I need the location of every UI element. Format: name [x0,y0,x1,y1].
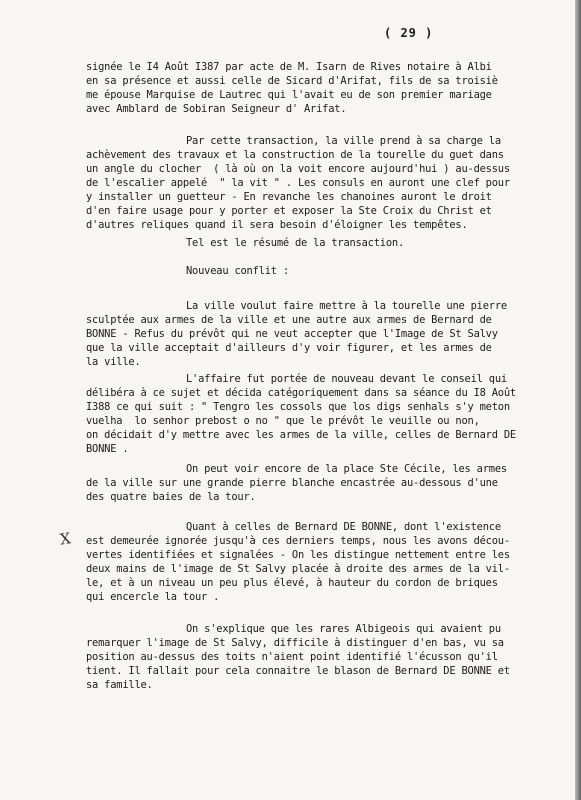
text-line: des quatre baies de la tour. [86,491,256,503]
text-line: on décidait d'y mettre avec les armes de la ville, celles de Bernard DE [86,429,516,441]
text-line: sa famille. [86,679,153,691]
text-line: de la ville sur une grande pierre blanche encastrée au-dessous d'une [86,477,498,489]
text-line: la ville. [86,356,141,368]
text-line: vertes identifiées et signalées - On les distingue nettement entre les [86,549,510,561]
heading-line: Nouveau conflit : [186,265,289,277]
text-line: le, et à un niveau un peu plus élevé, à hauteur du cordon de briques [86,577,498,589]
margin-cross-mark: X [58,529,72,549]
text-line: BONNE . [86,443,129,455]
text-line: vuelha lo senhor prebost o no " que le prévôt le veuille ou non, [86,415,480,427]
text-line: I388 ce qui suit : " Tengro les cossols que los digs senhals s'y meton [86,401,510,413]
text-line: qui encercle la tour . [86,591,220,603]
text-line: de l'escalier appelé " la vit " . Les consuls en auront une clef pour [86,177,510,189]
text-line: Tel est le résumé de la transaction. [186,237,405,249]
text-line: position au-dessus des toits n'aient point identifié l'écusson qu'il [86,651,498,663]
text-line: sculptée aux armes de la ville et une autre aux armes de Bernard de [86,314,492,326]
text-line: L'affaire fut portée de nouveau devant le conseil qui [186,373,507,385]
text-line: délibéra à ce sujet et décida catégoriquement dans sa séance du I8 Août [86,387,516,399]
text-line: d'autres reliques quand il sera besoin d'éloigner les tempêtes. [86,219,468,231]
text-line: en sa présence et aussi celle de Sicard d'Arifat, fils de sa troisiè [86,75,498,87]
page-edge-shadow [575,0,581,800]
text-line: BONNE - Refus du prévôt qui ne veut accepter que l'Image de St Salvy [86,328,498,340]
text-line: que la ville acceptait d'ailleurs d'y voir figurer, et les armes de [86,342,492,354]
page-number: ( 29 ) [384,26,434,40]
text-line: avec Amblard de Sobiran Seigneur d' Arifat. [86,103,347,115]
text-line: Quant à celles de Bernard DE BONNE, dont l'existence [186,521,501,533]
text-line: me épouse Marquise de Lautrec qui l'avait eu de son premier mariage [86,89,492,101]
text-line: achèvement des travaux et la construction de la tourelle du guet dans [86,149,504,161]
text-line: est demeurée ignorée jusqu'à ces derniers temps, nous les avons décou- [86,535,510,547]
text-line: On peut voir encore de la place Ste Cécile, les armes [186,463,507,475]
text-line: d'en faire usage pour y porter et exposer la Ste Croix du Christ et [86,205,492,217]
text-line: tient. Il fallait pour cela connaitre le blason de Bernard DE BONNE et [86,665,510,677]
text-line: y installer un guetteur - En revanche les chanoines auront le droit [86,191,492,203]
text-line: deux mains de l'image de St Salvy placée à droite des armes de la vil- [86,563,510,575]
text-line: signée le I4 Août I387 par acte de M. Isarn de Rives notaire à Albi [86,61,492,73]
text-line: Par cette transaction, la ville prend à sa charge la [186,135,501,147]
text-line: La ville voulut faire mettre à la tourelle une pierre [186,300,507,312]
text-line: On s'explique que les rares Albigeois qui avaient pu [186,623,501,635]
text-line: remarquer l'image de St Salvy, difficile à distinguer d'en bas, vu sa [86,637,504,649]
text-line: un angle du clocher ( là où on la voit encore aujourd'hui ) au-dessus [86,163,510,175]
